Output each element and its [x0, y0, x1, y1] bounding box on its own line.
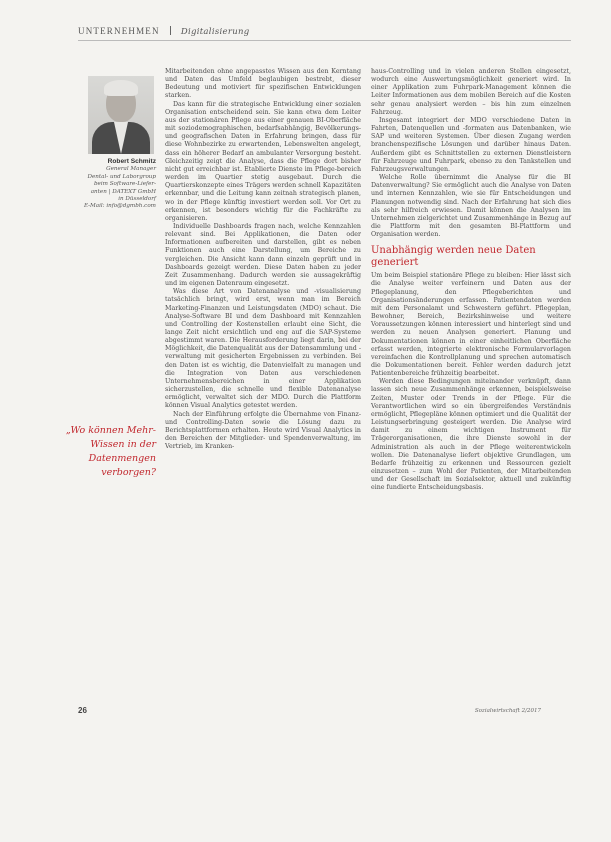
section-subheading: Unabhängig werden neue Daten generiert	[371, 245, 536, 269]
header-rule	[78, 40, 571, 41]
paragraph: Individuelle Dashboards fragen nach, welche Kennzahlen relevant sind. Bei Applikationen, die Daten oder Informationen aufbereiten und darstellen, gibt es neben Funktionen auch eine Darstellung, um Bereiche zu vergleichen. Die Ansicht kann dann einzeln geprüft und in Dashboards gezeigt werden. Diese Daten haben zu jeder Zeit Zusammenhang. Dadurch werden sie aussagekräftig und im eigenen Datenraum eingesetzt.	[165, 222, 361, 288]
pull-quote: „Wo können Mehr-Wissen in der Datenmengen verborgen?	[65, 425, 156, 478]
header-subsection: Digitalisierung	[180, 27, 250, 37]
author-photo	[88, 76, 154, 154]
paragraph: Mitarbeitenden ohne angepasstes Wissen aus den Kerntang und Daten das Umfeld beglaubigen bestrebt, dieser Bedeutung und motiviert für spezifischen Entwicklungen starken.	[165, 68, 361, 100]
header-section: UNTERNEHMEN	[78, 26, 160, 36]
paragraph: haus-Controlling und in vielen anderen Stellen eingesetzt, wodurch eine Auswertungsmöglichkeit generiert wird. In einer Applikation zum Fuhrpark-Management können die Leiter Informationen aus dem mobilen Bereich auf die Kosten sehr genau analysiert werden – bis hin zum einzelnen Fahrzeug.	[371, 68, 571, 116]
page-header	[78, 26, 571, 40]
paragraph: Werden diese Bedingungen miteinander verknüpft, dann lassen sich neue Zusammenhänge erkennen, beispielsweise Zeiten, Muster oder Trends in der Pflege. Für die Verantwortlichen wird so ein übergreifendes Verständnis ermöglicht, Pflegepläne können optimiert und die Qualität der Leistungserbringung gesteigert werden. Die Analyse wird damit zu einem wichtigen Instrument für Trägerorganisationen, die ihre Dienste sowohl in der Administration als auch in der Pflege weiterentwickeln wollen. Die Datenanalyse liefert objektive Grundlagen, um Bedarfe frühzeitig zu erkennen und Ressourcen gezielt einzusetzen – zum Wohl der Patienten, der Mitarbeitenden und der Gesellschaft im Sozialsektor, aktuell und zukünftig eine fundierte Entscheidungsbasis.	[371, 378, 571, 492]
paragraph: Das kann für die strategische Entwicklung einer sozialen Organisation entscheidend sein. Sie kann etwa dem Leiter aus der stationären Pflege aus einer genauen BI-Oberfläche mit soziodemographischen, bedarfsabhängig, Bevölkerungs- und geografischen Daten in Erfahrung bringen, dass für diese Wohnbezirke zu erwartenden, Lebenswelten angelegt, dass ein höherer Bedarf an ambulanter Versorgung besteht. Gleichzeitig zeigt die Analyse, dass die Pflege dort bisher nicht gut erreichbar ist. Etablierte Dienste im Pflege-bereich werden im Quartier stetig ausgebaut. Durch die Quartierskonzepte eines Trägers werden schnell Kapazitäten erkennbar, und die Leitung kann zeitnah strategisch planen, wo in der Pflege künftig investiert werden soll. Vor Ort zu erkennen, ist besonders wichtig für die Fachkräfte zu organisieren.	[165, 100, 361, 222]
article-column-2	[371, 68, 571, 493]
header-separator	[170, 26, 171, 35]
bio-line: anten | DATEXT GmbH	[90, 188, 156, 195]
bio-line: Dental- und Laborgroup	[87, 173, 156, 180]
author-name: Robert Schmitz	[107, 158, 156, 165]
paragraph: Insgesamt integriert der MDO verschiedene Daten in Fahrten, Datenquellen und -formaten aus Datenbanken, wie SAP und weiteren Systemen. Über diesen Zugang werden branchenspezifische Lösungen und darüber hinaus Daten. Außerdem gibt es Schnittstellen zu externen Dienstleistern für Fahrzeuge und Fuhrpark, ebenso zu den Tankstellen und Fahrzeugsverwaltungen.	[371, 116, 571, 173]
bio-line: in Düsseldorf	[118, 196, 156, 203]
bio-line: General Manager	[106, 166, 156, 173]
page-number: 26	[78, 706, 87, 715]
article-column-1	[165, 68, 361, 451]
bio-line: E-Mail: info@dgmbh.com	[83, 203, 156, 210]
bio-line: beim Software-Liefer-	[93, 181, 156, 188]
publication-footer: Sozialwirtschaft 2/2017	[474, 708, 541, 714]
paragraph: Um beim Beispiel stationäre Pflege zu bleiben: Hier lässt sich die Analyse weiter verfeinern und Daten aus der Pflegeplanung, den Pflegeberichten und Organisationsänderungen erfassen. Patientendaten werden mit dem Personalamt und Schwestern geführt. Pflegeplan, Bewohner, Bereich, Bezirkshinweise und weitere Voraussetzungen können interessiert und hinterlegt sind und werden zu neuen Analysen generiert. Planung und Dokumentationen können in einer einheitlichen Oberfläche erfasst werden, integrierte elektronische Formularvorlagen vereinfachen die Kontrollplanung und sprechen automatisch die Dokumentationen bereit. Fehler werden dadurch jetzt Patientenbereiche frühzeitig bearbeitet.	[371, 272, 571, 378]
author-bio	[60, 158, 156, 211]
paragraph: Nach der Einführung erfolgte die Übernahme von Finanz- und Controlling-Daten sowie die Lösung dazu zu Berichtsplattformen erhalten. Heute wird Visual Analytics in den Bereichen der Mitglieder- und Spendenverwaltung, im Vertrieb, im Kranken-	[165, 410, 361, 451]
paragraph: Was diese Art von Datenanalyse und -visualisierung tatsächlich bringt, wird erst, wenn man im Bereich Marketing-Finanzen und Leistungsdaten (MDO) schaut. Die Analyse-Software BI und dem Dashboard mit Kennzahlen und Controlling der Kostenstellen erlaubt eine Sicht, die lange Zeit nicht ersichtlich und eng auf die SAP-Systeme abgestimmt waren. Die Herausforderung liegt darin, bei der Möglichkeit, die Datenqualität aus der Datensammlung und -verwaltung mit gesicherten Ergebnissen zu verbinden. Bei den Daten ist es wichtig, die Datenvielfalt zu managen und die Integration von Daten aus verschiedenen Unternehmensbereichen in einer Applikation sicherzustellen, die schnelle und flexible Datenanalyse ermöglicht, verwaltet sich der MDO. Durch die Plattform können Visual Analytics getestet werden.	[165, 288, 361, 410]
paragraph: Welche Rolle übernimmt die Analyse für die BI Datenverwaltung? Sie ermöglicht auch die Analyse von Daten und internen Kennzahlen, wie sie für Entscheidungen und Planungen notwendig sind. Nach der Erfahrung hat sich dies als sehr hilfreich erwiesen. Damit können die Analysen im Unternehmen zielgerichtet und Zusammenhänge in Bezug auf die Plattform mit den gesamten BI-Plattform und Organisation werden.	[371, 174, 571, 239]
